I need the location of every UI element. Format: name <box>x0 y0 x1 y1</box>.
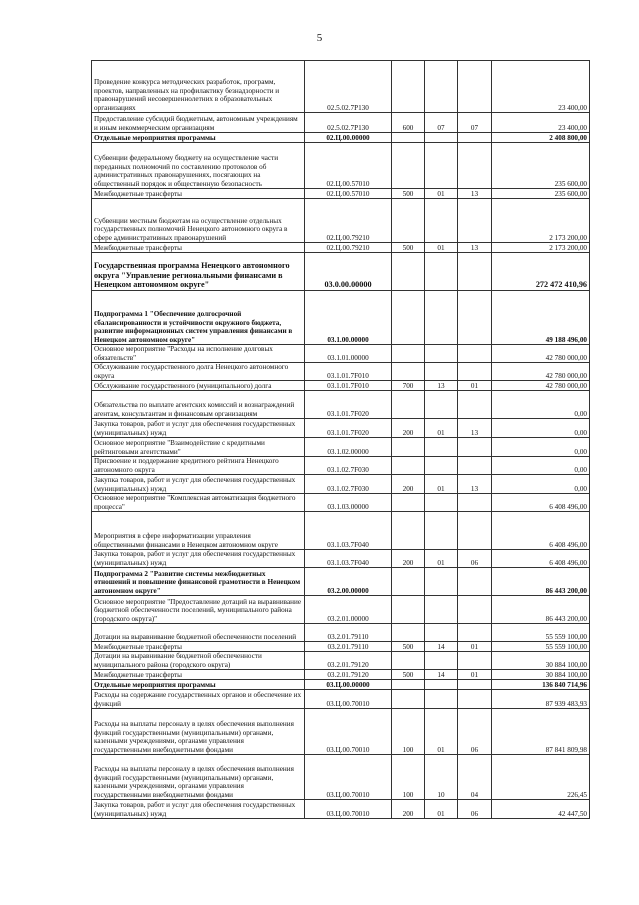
row-code-cell: 03.Ц.00.70010 <box>305 709 392 755</box>
row-name-cell: Межбюджетные трансферты <box>92 189 305 199</box>
row-code-cell: 02.5.02.7Р130 <box>305 61 392 113</box>
row-rz-cell <box>425 61 458 113</box>
row-sum-cell: 136 840 714,96 <box>492 680 590 690</box>
row-rz-cell <box>425 512 458 550</box>
row-rz-cell <box>425 680 458 690</box>
row-name-cell: Закупка товаров, работ и услуг для обеспечения государственных (муниципальных) нужд <box>92 419 305 438</box>
row-rz-cell <box>425 457 458 475</box>
row-code-cell: 03.0.00.00000 <box>305 253 392 291</box>
row-pr-cell <box>458 680 492 690</box>
row-pr-cell <box>458 494 492 512</box>
row-rz-cell: 10 <box>425 755 458 800</box>
row-code-cell: 03.1.00.00000 <box>305 291 392 345</box>
row-vr-cell <box>392 291 425 345</box>
row-name-cell: Подпрограмма 2 "Развитие системы межбюджетных отношений и повышение финансовой грамотности в Ненецком автономном округе" <box>92 568 305 596</box>
table-row <box>92 690 590 709</box>
row-sum-cell: 6 408 496,00 <box>492 550 590 568</box>
row-rz-cell: 14 <box>425 642 458 652</box>
row-name-cell: Государственная программа Ненецкого автономного округа "Управление региональными финансами в Ненецком автономном округе" <box>92 253 305 291</box>
row-rz-cell <box>425 494 458 512</box>
table-row <box>92 438 590 457</box>
row-pr-cell: 01 <box>458 670 492 680</box>
row-sum-cell: 55 559 100,00 <box>492 624 590 642</box>
row-vr-cell: 700 <box>392 381 425 391</box>
row-code-cell: 03.1.01.7F010 <box>305 381 392 391</box>
row-sum-cell: 42 780 000,00 <box>492 363 590 381</box>
row-pr-cell <box>458 568 492 596</box>
row-vr-cell: 200 <box>392 475 425 494</box>
row-rz-cell <box>425 253 458 291</box>
row-name-cell: Межбюджетные трансферты <box>92 243 305 253</box>
row-sum-cell: 6 408 496,00 <box>492 512 590 550</box>
row-vr-cell <box>392 143 425 189</box>
table-row <box>92 243 590 253</box>
row-vr-cell <box>392 680 425 690</box>
row-name-cell: Расходы на выплаты персоналу в целях обеспечения выполнения функций государственными (муниципальными) органами, казенными учреждениями, органами управления государственными внебюджетными фондами <box>92 755 305 800</box>
row-name-cell: Межбюджетные трансферты <box>92 670 305 680</box>
row-name-cell: Расходы на выплаты персоналу в целях обеспечения выполнения функций государственными (муниципальными) органами, казенными учреждениями, органами управления государственными внебюджетными фондами <box>92 709 305 755</box>
row-code-cell: 03.1.01.7F010 <box>305 363 392 381</box>
row-vr-cell <box>392 133 425 143</box>
table-row <box>92 457 590 475</box>
row-sum-cell: 42 780 000,00 <box>492 381 590 391</box>
budget-table <box>91 60 590 819</box>
row-name-cell: Основное мероприятие "Комплексная автоматизация бюджетного процесса" <box>92 494 305 512</box>
row-pr-cell: 07 <box>458 113 492 133</box>
table-row <box>92 652 590 670</box>
row-name-cell: Субвенции федеральному бюджету на осуществление части переданных полномочий по составлению протоколов об административных правонарушениях, посягающих на общественный порядок и общественную безопасность <box>92 143 305 189</box>
row-code-cell: 03.Ц.00.70010 <box>305 800 392 819</box>
row-sum-cell: 0,00 <box>492 419 590 438</box>
row-rz-cell: 01 <box>425 800 458 819</box>
row-pr-cell <box>458 457 492 475</box>
table-row <box>92 494 590 512</box>
table-row <box>92 381 590 391</box>
table-row <box>92 253 590 291</box>
table-row <box>92 291 590 345</box>
row-code-cell: 03.1.02.7F030 <box>305 475 392 494</box>
row-sum-cell: 2 173 200,00 <box>492 243 590 253</box>
row-rz-cell <box>425 438 458 457</box>
row-vr-cell <box>392 494 425 512</box>
row-pr-cell: 04 <box>458 755 492 800</box>
row-rz-cell <box>425 199 458 243</box>
row-pr-cell <box>458 690 492 709</box>
row-code-cell: 03.1.03.00000 <box>305 494 392 512</box>
row-pr-cell: 01 <box>458 642 492 652</box>
row-vr-cell: 500 <box>392 642 425 652</box>
table-row <box>92 512 590 550</box>
row-name-cell: Дотации на выравнивание бюджетной обеспеченности поселений <box>92 624 305 642</box>
row-code-cell: 03.1.01.00000 <box>305 345 392 363</box>
row-vr-cell: 500 <box>392 189 425 199</box>
row-rz-cell <box>425 363 458 381</box>
row-sum-cell: 49 188 496,00 <box>492 291 590 345</box>
row-rz-cell: 01 <box>425 189 458 199</box>
row-pr-cell <box>458 624 492 642</box>
row-pr-cell: 01 <box>458 381 492 391</box>
row-pr-cell: 13 <box>458 475 492 494</box>
row-code-cell: 03.2.01.79110 <box>305 624 392 642</box>
row-rz-cell: 01 <box>425 550 458 568</box>
row-name-cell: Подпрограмма 1 "Обеспечение долгосрочной сбалансированности и устойчивости окружного бюджета, развитие информационных систем управления финансами в Ненецком автономном округе" <box>92 291 305 345</box>
budget-table-body <box>92 61 590 819</box>
row-pr-cell: 06 <box>458 550 492 568</box>
row-code-cell: 03.2.01.79110 <box>305 642 392 652</box>
row-rz-cell <box>425 690 458 709</box>
row-sum-cell: 2 408 800,00 <box>492 133 590 143</box>
row-rz-cell <box>425 568 458 596</box>
row-rz-cell: 13 <box>425 381 458 391</box>
row-code-cell: 03.2.01.00000 <box>305 596 392 624</box>
row-sum-cell: 87 939 483,93 <box>492 690 590 709</box>
row-code-cell: 03.Ц.00.70010 <box>305 755 392 800</box>
row-name-cell: Расходы на содержание государственных органов и обеспечение их функций <box>92 690 305 709</box>
row-pr-cell <box>458 363 492 381</box>
row-name-cell: Закупка товаров, работ и услуг для обеспечения государственных (муниципальных) нужд <box>92 800 305 819</box>
table-row <box>92 391 590 419</box>
row-pr-cell: 13 <box>458 419 492 438</box>
row-vr-cell <box>392 624 425 642</box>
row-code-cell: 03.2.00.00000 <box>305 568 392 596</box>
row-pr-cell <box>458 61 492 113</box>
row-sum-cell: 23 400,00 <box>492 61 590 113</box>
row-name-cell: Обслуживание государственного (муниципального) долга <box>92 381 305 391</box>
table-row <box>92 133 590 143</box>
row-code-cell: 03.Ц.00.00000 <box>305 680 392 690</box>
row-rz-cell: 01 <box>425 475 458 494</box>
row-vr-cell: 200 <box>392 419 425 438</box>
row-name-cell: Закупка товаров, работ и услуг для обеспечения государственных (муниципальных) нужд <box>92 550 305 568</box>
row-vr-cell <box>392 568 425 596</box>
row-code-cell: 03.Ц.00.70010 <box>305 690 392 709</box>
row-sum-cell: 30 884 100,00 <box>492 652 590 670</box>
table-row <box>92 189 590 199</box>
row-sum-cell: 55 559 100,00 <box>492 642 590 652</box>
row-pr-cell: 13 <box>458 189 492 199</box>
table-row <box>92 709 590 755</box>
row-vr-cell: 200 <box>392 550 425 568</box>
row-name-cell: Проведение конкурса методических разработок, программ, проектов, направленных на профилактику безнадзорности и правонарушений несовершеннолетних в образовательных организациях <box>92 61 305 113</box>
row-rz-cell: 01 <box>425 243 458 253</box>
row-sum-cell: 0,00 <box>492 438 590 457</box>
table-row <box>92 800 590 819</box>
row-sum-cell: 6 408 496,00 <box>492 494 590 512</box>
row-rz-cell: 14 <box>425 670 458 680</box>
row-vr-cell <box>392 199 425 243</box>
row-sum-cell: 226,45 <box>492 755 590 800</box>
table-row <box>92 568 590 596</box>
table-row <box>92 475 590 494</box>
row-vr-cell <box>392 363 425 381</box>
row-rz-cell: 01 <box>425 419 458 438</box>
table-row <box>92 199 590 243</box>
row-pr-cell <box>458 596 492 624</box>
row-vr-cell <box>392 690 425 709</box>
table-row <box>92 670 590 680</box>
row-code-cell: 03.1.03.7F040 <box>305 550 392 568</box>
row-vr-cell: 100 <box>392 755 425 800</box>
row-pr-cell <box>458 652 492 670</box>
row-pr-cell: 06 <box>458 800 492 819</box>
row-name-cell: Мероприятия в сфере информатизации управления общественными финансами в Ненецком автономном округе <box>92 512 305 550</box>
row-name-cell: Обязательства по выплате агентских комиссий и вознаграждений агентам, консультантам и финансовым организациям <box>92 391 305 419</box>
row-sum-cell: 0,00 <box>492 391 590 419</box>
row-vr-cell: 100 <box>392 709 425 755</box>
row-code-cell: 03.1.01.7F020 <box>305 419 392 438</box>
row-rz-cell <box>425 143 458 189</box>
row-vr-cell <box>392 345 425 363</box>
row-rz-cell <box>425 652 458 670</box>
row-sum-cell: 23 400,00 <box>492 113 590 133</box>
row-sum-cell: 0,00 <box>492 475 590 494</box>
row-name-cell: Субвенции местным бюджетам на осуществление отдельных государственных полномочий Ненецкого автономного округа в сфере административных правонарушений <box>92 199 305 243</box>
row-name-cell: Основное мероприятие "Расходы на исполнение долговых обязательств" <box>92 345 305 363</box>
row-code-cell: 03.1.01.7F020 <box>305 391 392 419</box>
table-row <box>92 596 590 624</box>
row-sum-cell: 87 841 809,98 <box>492 709 590 755</box>
row-rz-cell <box>425 291 458 345</box>
row-vr-cell <box>392 391 425 419</box>
row-sum-cell: 235 600,00 <box>492 189 590 199</box>
row-pr-cell <box>458 438 492 457</box>
row-code-cell: 02.Ц.00.57010 <box>305 143 392 189</box>
row-rz-cell <box>425 391 458 419</box>
table-row <box>92 61 590 113</box>
row-pr-cell <box>458 133 492 143</box>
row-name-cell: Основное мероприятие "Предоставление дотаций на выравнивание бюджетной обеспеченности поселений, муниципального района (городского округа)" <box>92 596 305 624</box>
row-vr-cell <box>392 253 425 291</box>
row-sum-cell: 272 472 410,96 <box>492 253 590 291</box>
table-row <box>92 419 590 438</box>
row-rz-cell <box>425 624 458 642</box>
row-code-cell: 02.5.02.7Р130 <box>305 113 392 133</box>
row-name-cell: Обслуживание государственного долга Ненецкого автономного округа <box>92 363 305 381</box>
row-code-cell: 03.2.01.79120 <box>305 652 392 670</box>
row-pr-cell <box>458 512 492 550</box>
row-vr-cell <box>392 596 425 624</box>
table-row <box>92 363 590 381</box>
row-name-cell: Межбюджетные трансферты <box>92 642 305 652</box>
row-vr-cell: 500 <box>392 243 425 253</box>
row-code-cell: 03.1.03.7F040 <box>305 512 392 550</box>
table-row <box>92 143 590 189</box>
row-rz-cell <box>425 345 458 363</box>
row-vr-cell <box>392 457 425 475</box>
row-code-cell: 02.Ц.00.79210 <box>305 199 392 243</box>
row-vr-cell: 500 <box>392 670 425 680</box>
table-row <box>92 642 590 652</box>
row-name-cell: Присвоение и поддержание кредитного рейтинга Ненецкого автономного округа <box>92 457 305 475</box>
row-name-cell: Отдельные мероприятия программы <box>92 133 305 143</box>
row-name-cell: Дотации на выравнивание бюджетной обеспеченности муниципального района (городского округа) <box>92 652 305 670</box>
table-row <box>92 624 590 642</box>
row-sum-cell: 2 173 200,00 <box>492 199 590 243</box>
row-name-cell: Закупка товаров, работ и услуг для обеспечения государственных (муниципальных) нужд <box>92 475 305 494</box>
row-sum-cell: 86 443 200,00 <box>492 596 590 624</box>
row-sum-cell: 86 443 200,00 <box>492 568 590 596</box>
row-vr-cell <box>392 438 425 457</box>
row-pr-cell: 13 <box>458 243 492 253</box>
row-pr-cell <box>458 345 492 363</box>
row-vr-cell: 600 <box>392 113 425 133</box>
row-code-cell: 03.1.02.7F030 <box>305 457 392 475</box>
row-sum-cell: 42 780 000,00 <box>492 345 590 363</box>
row-rz-cell <box>425 133 458 143</box>
row-pr-cell: 06 <box>458 709 492 755</box>
row-code-cell: 02.Ц.00.79210 <box>305 243 392 253</box>
row-pr-cell <box>458 199 492 243</box>
row-code-cell: 03.2.01.79120 <box>305 670 392 680</box>
row-vr-cell: 200 <box>392 800 425 819</box>
row-rz-cell <box>425 596 458 624</box>
row-name-cell: Предоставление субсидий бюджетным, автономным учреждениям и иным некоммерческим организациям <box>92 113 305 133</box>
table-row <box>92 113 590 133</box>
row-pr-cell <box>458 391 492 419</box>
row-sum-cell: 42 447,50 <box>492 800 590 819</box>
table-row <box>92 345 590 363</box>
row-name-cell: Отдельные мероприятия программы <box>92 680 305 690</box>
table-row <box>92 550 590 568</box>
row-name-cell: Основное мероприятие "Взаимодействие с кредитными рейтинговыми агентствами" <box>92 438 305 457</box>
row-code-cell: 02.Ц.00.57010 <box>305 189 392 199</box>
row-code-cell: 02.Ц.00.00000 <box>305 133 392 143</box>
row-vr-cell <box>392 652 425 670</box>
row-pr-cell <box>458 253 492 291</box>
row-pr-cell <box>458 291 492 345</box>
page-number: 5 <box>316 32 323 44</box>
row-code-cell: 03.1.02.00000 <box>305 438 392 457</box>
row-sum-cell: 0,00 <box>492 457 590 475</box>
table-row <box>92 680 590 690</box>
row-pr-cell <box>458 143 492 189</box>
row-rz-cell: 07 <box>425 113 458 133</box>
row-sum-cell: 235 600,00 <box>492 143 590 189</box>
row-vr-cell <box>392 61 425 113</box>
table-row <box>92 755 590 800</box>
row-sum-cell: 30 884 100,00 <box>492 670 590 680</box>
row-rz-cell: 01 <box>425 709 458 755</box>
row-vr-cell <box>392 512 425 550</box>
